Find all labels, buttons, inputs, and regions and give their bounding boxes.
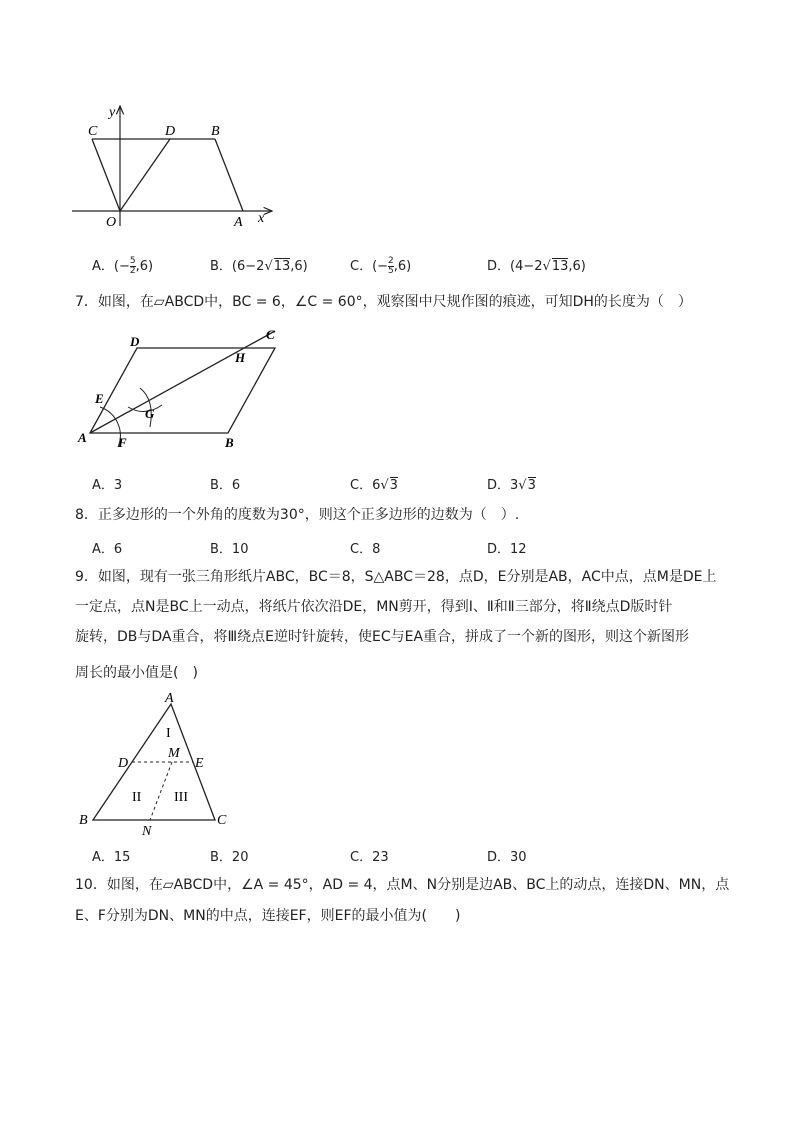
q9-question-line-4: 周长的最小值是( ) (75, 665, 198, 681)
q6-option-c[interactable]: C．(− $\frac{2}{5}$ ,6) (350, 256, 412, 276)
sqrt-sign: √ (542, 259, 551, 274)
q8-option-d[interactable]: D．12 (487, 542, 527, 557)
sqrt-sign: √ (264, 259, 273, 274)
q7-parallelogram-figure (70, 325, 290, 450)
label-A: A (165, 691, 174, 706)
label-x: x (258, 211, 265, 226)
label-O: O (106, 215, 117, 230)
label-B: B (225, 435, 234, 450)
q6-coordinate-figure (60, 98, 290, 233)
q6-option-d[interactable]: D．(4−2√13,6) (487, 259, 586, 274)
q6-option-b[interactable]: B．(6−2√13,6) (210, 259, 308, 274)
label-F: F (118, 435, 127, 450)
label-C: C (217, 813, 227, 828)
sqrt-sign: √ (518, 478, 527, 493)
q7-option-a[interactable]: A．3 (92, 478, 123, 493)
q7-question-text: 7．如图，在▱ABCD中，BC = 6，∠C = 60°，观察图中尺规作图的痕迹，可知DH的长度为（ ） (75, 294, 692, 310)
fraction: $\frac{2}{5}$ (388, 256, 394, 276)
q8-option-a[interactable]: A．6 (92, 542, 123, 557)
label-C: C (266, 327, 275, 342)
q9-option-a[interactable]: A．15 (92, 850, 131, 865)
q8-option-b[interactable]: B．10 (210, 542, 249, 557)
q9-option-b[interactable]: B．20 (210, 850, 249, 865)
q7-option-d[interactable]: D．3√3 (487, 478, 536, 493)
label-B: B (211, 124, 220, 139)
label-D: D (130, 334, 140, 349)
label-M: M (168, 746, 180, 761)
label-N: N (142, 824, 152, 838)
sqrt-sign: √ (380, 478, 389, 493)
label-B: B (79, 813, 88, 828)
region-III: III (174, 790, 188, 805)
q7-option-c[interactable]: C．6√3 (350, 478, 398, 493)
label-D: D (118, 756, 129, 771)
q9-option-c[interactable]: C．23 (350, 850, 389, 865)
label-G: G (145, 406, 155, 421)
q10-question-line-2: E、F分别为DN、MN的中点，连接EF，则EF的最小值为( ) (75, 908, 461, 924)
label-A: A (78, 430, 87, 445)
label-E: E (95, 391, 104, 406)
q9-option-d[interactable]: D．30 (487, 850, 527, 865)
label-E: E (195, 756, 204, 771)
label-y: y (109, 105, 116, 120)
q8-question-text: 8．正多边形的一个外角的度数为30°，则这个正多边形的边数为（ ）. (75, 507, 520, 523)
label-D: D (165, 124, 176, 139)
q10-question-line-1: 10．如图，在▱ABCD中，∠A = 45°，AD = 4，点M、N分别是边AB、BC上的动点，连接DN、MN，点 (75, 877, 730, 893)
label-A: A (234, 215, 243, 230)
q9-triangle-figure (75, 690, 240, 838)
q9-question-line-2: 一定点，点N是BC上一动点，将纸片依次沿DE，MN剪开，得到Ⅰ、Ⅱ和Ⅱ三部分，将Ⅱ绕点D版时针 (75, 599, 673, 615)
q9-question-line-1: 9．如图，现有一张三角形纸片ABC，BC＝8，S△ABC＝28，点D，E分别是AB，AC中点，点M是DE上 (75, 569, 717, 585)
label-H: H (235, 350, 246, 365)
fraction: $\frac{5}{2}$ (129, 256, 136, 276)
region-I: I (166, 726, 171, 741)
region-II: II (132, 790, 142, 805)
q8-option-c[interactable]: C．8 (350, 542, 381, 557)
q9-question-line-3: 旋转，DB与DA重合，将Ⅲ绕点E逆时针旋转，使EC与EA重合，拼成了一个新的图形，则这个新图形 (75, 629, 690, 645)
label-C: C (88, 124, 98, 139)
q7-option-b[interactable]: B．6 (210, 478, 241, 493)
q6-option-a[interactable]: A．(− $\frac{5}{2}$ ,6) (92, 256, 154, 276)
